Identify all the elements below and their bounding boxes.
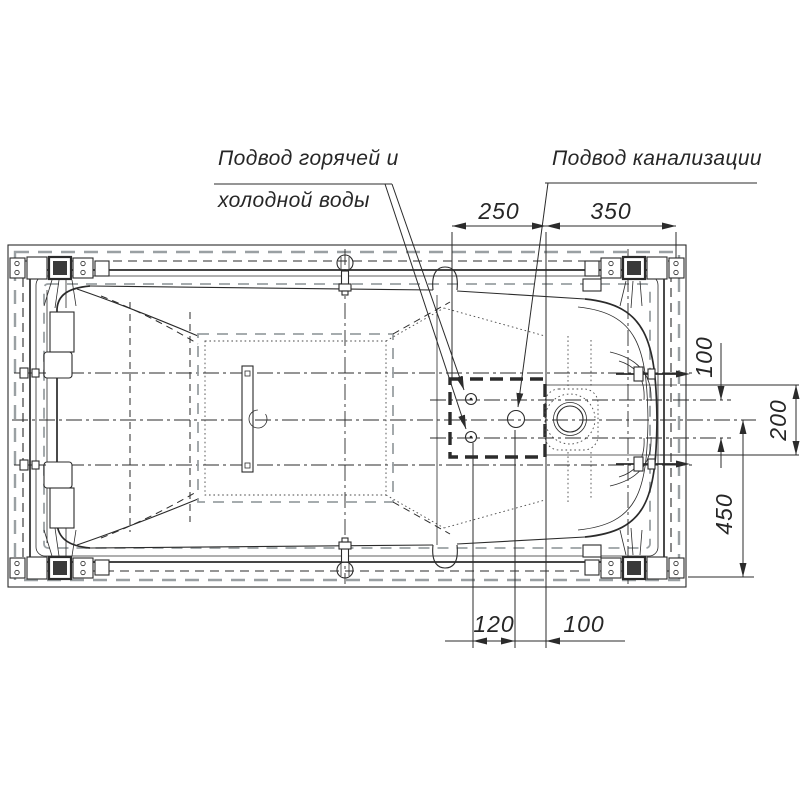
center-lines xyxy=(12,249,756,584)
rim-stud-bottom xyxy=(337,538,353,578)
dim-250: 250 xyxy=(478,198,520,224)
drain xyxy=(545,336,651,503)
label-hot-cold-line2: холодной воды xyxy=(218,189,370,212)
dim-350: 350 xyxy=(590,198,632,224)
dim-100-bottom: 100 xyxy=(563,611,605,637)
tub-bowl xyxy=(47,267,657,568)
center-mounting-plate xyxy=(242,366,267,472)
leader-cold-water xyxy=(385,184,466,429)
dim-120: 120 xyxy=(473,611,515,637)
dim-450: 450 xyxy=(711,493,737,535)
dim-200: 200 xyxy=(765,399,791,441)
outer-frame xyxy=(8,245,686,587)
service-area-rect xyxy=(450,379,545,457)
sewer-port xyxy=(508,411,525,428)
dim-100-right: 100 xyxy=(691,336,717,378)
label-sewer: Подвод канализации xyxy=(552,147,763,170)
leader-hot-water xyxy=(392,184,464,390)
cold-water-port xyxy=(466,432,477,443)
label-hot-cold-line1: Подвод горячей и xyxy=(218,147,399,170)
service-area xyxy=(450,379,677,457)
hot-water-port xyxy=(466,394,477,405)
